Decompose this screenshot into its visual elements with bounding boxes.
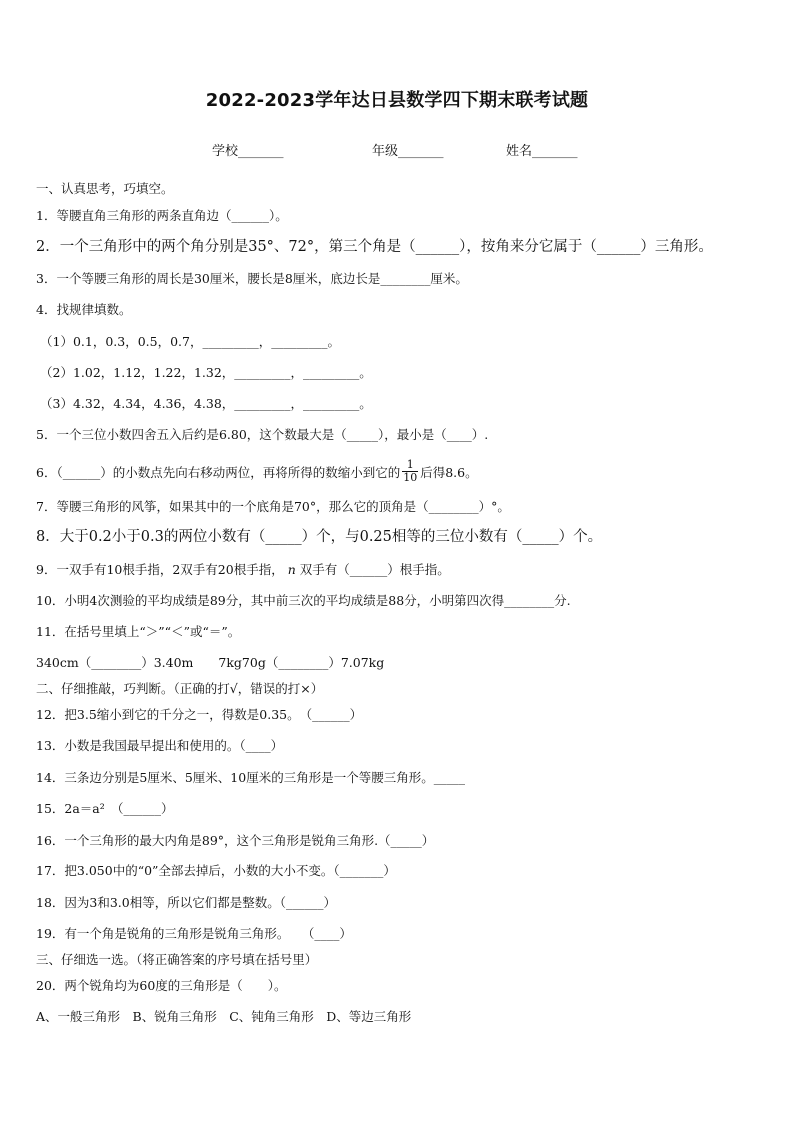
question-11: 11．在括号里填上“＞”“＜”或“＝”。 (36, 624, 241, 639)
variable-n: n (287, 562, 296, 577)
fraction-denominator: 10 (403, 471, 418, 484)
question-4-part-3: （3）4.32，4.34，4.36，4.38，_________，_________。 (40, 396, 372, 411)
question-4-part-2: （2）1.02，1.12，1.22，1.32，_________，_________。 (40, 365, 372, 380)
section-1-heading: 一、认真思考，巧填空。 (36, 181, 174, 196)
name-field: 姓名_______ (506, 144, 578, 159)
question-14: 14．三条边分别是5厘米、5厘米、10厘米的三角形是一个等腰三角形。_____ (36, 770, 465, 785)
question-6-before: 6．（______）的小数点先向右移动两位，再将所得的数缩小到它的 (36, 465, 401, 480)
question-5: 5．一个三位小数四舍五入后约是6.80，这个数最大是（_____），最小是（____）. (36, 427, 489, 442)
question-3: 3．一个等腰三角形的周长是30厘米，腰长是8厘米，底边长是________厘米。 (36, 271, 468, 286)
fraction-numerator: 1 (402, 459, 418, 472)
question-20: 20．两个锐角均为60度的三角形是（ ）。 (36, 978, 287, 993)
question-15: 15．2a＝a² （______） (36, 801, 174, 816)
section-3-heading: 三、仔细选一选。（将正确答案的序号填在括号里） (36, 952, 318, 967)
question-9 (36, 561, 450, 579)
question-4: 4．找规律填数。 (36, 302, 132, 317)
question-6 (36, 458, 478, 486)
grade-field: 年级_______ (372, 144, 444, 159)
school-field: 学校_______ (212, 144, 284, 159)
question-19: 19．有一个角是锐角的三角形是锐角三角形。 （____） (36, 926, 352, 941)
question-9-before: 9．一双手有10根手指，2双手有20根手指， (36, 562, 284, 577)
question-13: 13．小数是我国最早提出和使用的。（____） (36, 738, 284, 753)
question-9-after: 双手有（______）根手指。 (299, 562, 450, 577)
question-17: 17．把3.050中的“0”全部去掉后，小数的大小不变。（_______） (36, 863, 396, 878)
question-1: 1．等腰直角三角形的两条直角边（______）。 (36, 208, 288, 223)
question-7: 7．等腰三角形的风筝，如果其中的一个底角是70°，那么它的顶角是（________）°。 (36, 499, 510, 514)
question-4-part-1: （1）0.1，0.3，0.5，0.7，_________，_________。 (40, 334, 340, 349)
question-16: 16．一个三角形的最大内角是89°，这个三角形是锐角三角形.（_____） (36, 833, 435, 848)
question-10: 10．小明4次测验的平均成绩是89分，其中前三次的平均成绩是88分，小明第四次得________分. (36, 593, 571, 608)
question-2: 2．一个三角形中的两个角分别是35°、72°，第三个角是（______），按角来分它属于（______）三角形。 (36, 239, 713, 255)
fraction-one-tenth (402, 459, 418, 484)
question-12: 12．把3.5缩小到它的千分之一，得数是0.35。 （______） (36, 707, 363, 722)
question-18: 18．因为3和3.0相等，所以它们都是整数。（______） (36, 895, 336, 910)
question-8: 8．大于0.2小于0.3的两位小数有（_____）个，与0.25相等的三位小数有（_____）个。 (36, 529, 603, 545)
question-20-options: A、一般三角形 B、锐角三角形 C、钝角三角形 D、等边三角形 (36, 1009, 412, 1024)
exam-title: 2022-2023学年达日县数学四下期末联考试题 (205, 90, 589, 111)
section-2-heading: 二、仔细推敲，巧判断。（正确的打√，错误的打×） (36, 681, 324, 696)
question-6-after: 后得8.6。 (420, 465, 478, 480)
question-11-items: 340cm（________）3.40m 7kg70g（________）7.07kg (36, 655, 385, 670)
